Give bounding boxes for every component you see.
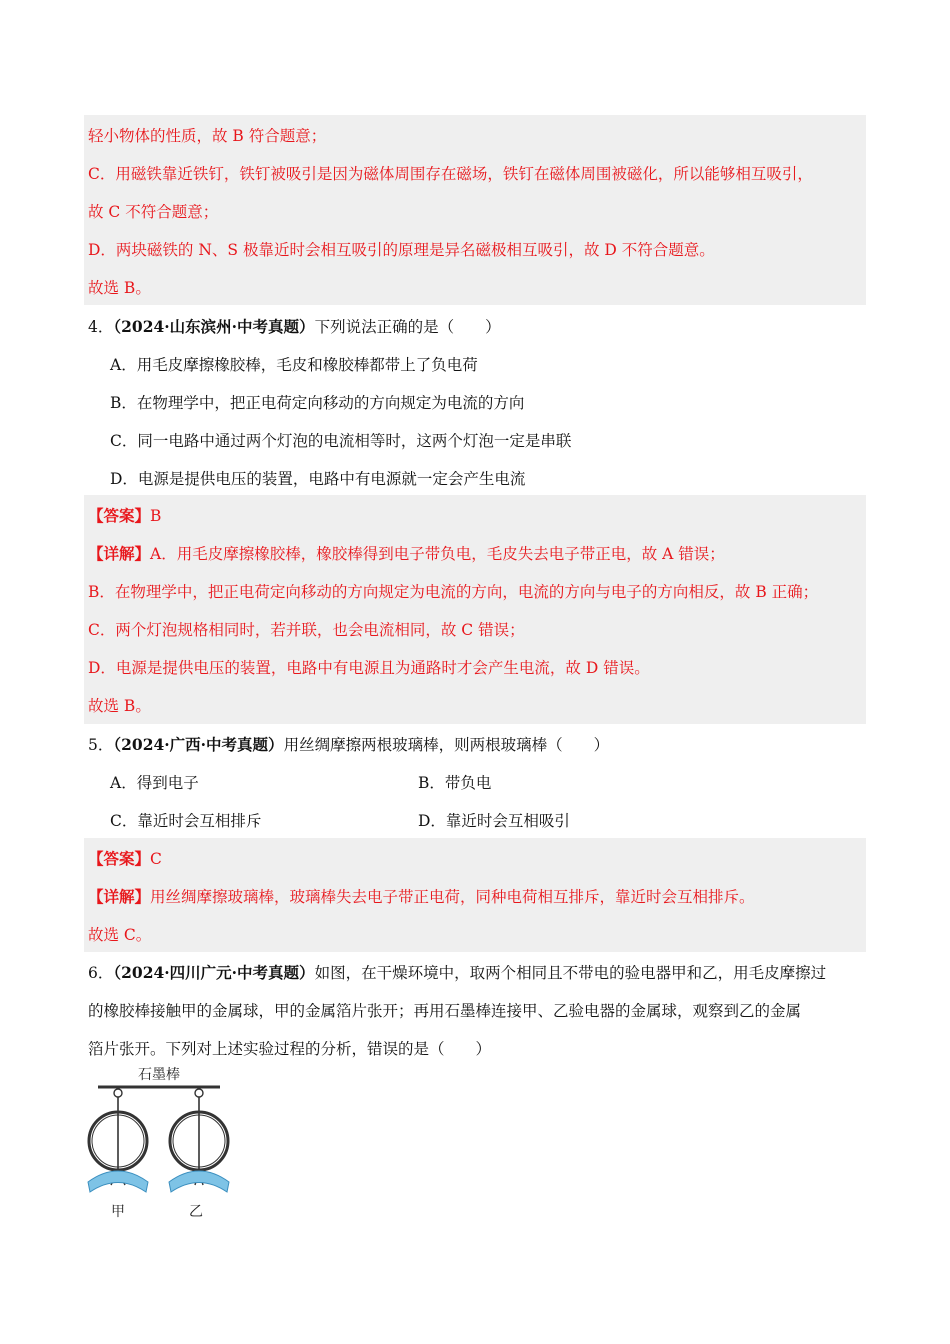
- option-a: A．得到电子: [110, 774, 199, 792]
- detail-line: D．电源是提供电压的装置，电路中有电源且为通路时才会产生电流，故 D 错误。: [88, 659, 650, 677]
- detail-text: 用丝绸摩擦玻璃棒，玻璃棒失去电子带正电荷，同种电荷相互排斥，靠近时会互相排斥。: [150, 888, 755, 906]
- question-text: 下列说法正确的是（ ）: [314, 318, 501, 336]
- answer-tag: 【答案】: [88, 849, 151, 868]
- question-text: 的橡胶棒接触甲的金属球，甲的金属箔片张开；再用石墨棒连接甲、乙验电器的金属球，观察到乙的金属: [88, 1002, 802, 1020]
- electroscope-left: [88, 1089, 148, 1220]
- answer-line: [88, 504, 161, 526]
- question-5-stem: [88, 733, 609, 755]
- question-source: （2024·山东滨州·中考真题）: [113, 317, 315, 336]
- question-number: 4．: [88, 318, 114, 336]
- option-c: C．靠近时会互相排斥: [110, 812, 262, 830]
- answer-value: B: [150, 507, 162, 525]
- option-c: C．同一电路中通过两个灯泡的电流相等时，这两个灯泡一定是串联: [110, 432, 572, 450]
- detail-tag: 【详解】: [88, 887, 151, 906]
- q5-answer-block: [84, 838, 866, 952]
- detail-line: C．用磁铁靠近铁钉，铁钉被吸引是因为磁体周围存在磁场，铁钉在磁体周围被磁化，所以能够相互吸引，: [88, 165, 813, 183]
- question-source: （2024·广西·中考真题）: [113, 735, 284, 754]
- right-label: 乙: [189, 1204, 203, 1220]
- answer-line: [88, 847, 162, 869]
- detail-line: 故 C 不符合题意；: [88, 203, 219, 221]
- option-d: D．电源是提供电压的装置，电路中有电源就一定会产生电流: [110, 470, 526, 488]
- option-b: B．在物理学中，把正电荷定向移动的方向规定为电流的方向: [110, 394, 525, 412]
- detail-line: 轻小物体的性质，故 B 符合题意；: [88, 127, 327, 145]
- rod-label: 石墨棒: [138, 1067, 180, 1083]
- option-d: D．靠近时会互相吸引: [418, 812, 570, 830]
- question-source: （2024·四川广元·中考真题）: [113, 963, 315, 982]
- detail-line: [88, 542, 725, 564]
- detail-line: B．在物理学中，把正电荷定向移动的方向规定为电流的方向，电流的方向与电子的方向相反，故 B 正确；: [88, 583, 819, 601]
- question-number: 5．: [88, 736, 114, 754]
- detail-line: [88, 885, 755, 907]
- electroscope-base: [169, 1171, 229, 1192]
- detail-line: 故选 B。: [88, 279, 151, 297]
- answer-tag: 【答案】: [88, 506, 151, 525]
- detail-line: C．两个灯泡规格相同时，若并联，也会电流相同，故 C 错误；: [88, 621, 525, 639]
- detail-tag: 【详解】: [88, 544, 151, 563]
- question-text: 箔片张开。下列对上述实验过程的分析，错误的是（ ）: [88, 1040, 492, 1058]
- question-4-stem: [88, 315, 501, 337]
- question-text: 用丝绸摩擦两根玻璃棒，则两根玻璃棒（ ）: [283, 736, 610, 754]
- answer-value: C: [150, 850, 162, 868]
- electroscope-right: [169, 1089, 229, 1220]
- detail-text: A．用毛皮摩擦橡胶棒，橡胶棒得到电子带负电，毛皮失去电子带正电，故 A 错误；: [150, 545, 725, 563]
- detail-line: 故选 C。: [88, 926, 152, 944]
- electroscope-base: [88, 1171, 148, 1192]
- detail-line: D．两块磁铁的 N、S 极靠近时会相互吸引的原理是异名磁极相互吸引，故 D 不符合题意。: [88, 241, 715, 259]
- option-b: B．带负电: [418, 774, 492, 792]
- prev-detail-block: [84, 115, 866, 305]
- question-text: 如图，在干燥环境中，取两个相同且不带电的验电器甲和乙，用毛皮摩擦过: [314, 964, 827, 982]
- option-a: A．用毛皮摩擦橡胶棒，毛皮和橡胶棒都带上了负电荷: [110, 356, 478, 374]
- question-number: 6．: [88, 964, 114, 982]
- left-label: 甲: [111, 1204, 125, 1220]
- detail-line: 故选 B。: [88, 697, 151, 715]
- electroscope-figure: [84, 1060, 264, 1225]
- q4-answer-block: [84, 495, 866, 724]
- question-6-stem: [88, 961, 826, 983]
